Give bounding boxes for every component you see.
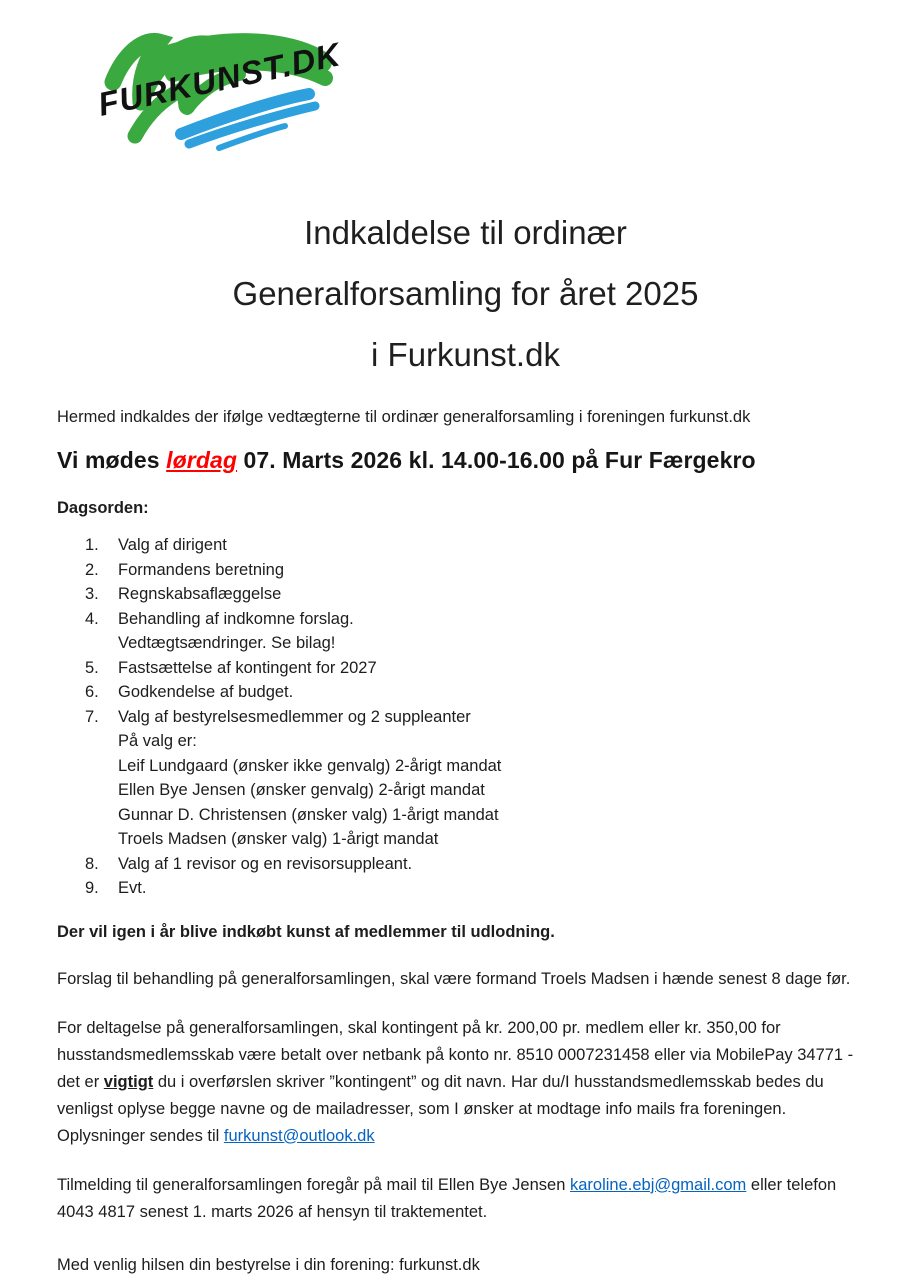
agenda-item-number: 6. (85, 683, 99, 701)
agenda-item-line: Vedtægtsændringer. Se bilag! (118, 634, 336, 652)
agenda-item-number: 5. (85, 658, 99, 677)
agenda-item-text (118, 656, 874, 681)
title-line-3: i Furkunst.dk (371, 336, 560, 373)
agenda-item (57, 582, 874, 607)
meeting-line (57, 447, 874, 474)
registration-paragraph (57, 1172, 874, 1226)
agenda-item-number: 1. (85, 536, 99, 554)
logo-wordmark: FURKUNST.DK (94, 35, 344, 123)
agenda-item-number: 4. (85, 609, 99, 628)
agenda-item (57, 607, 874, 656)
agenda-item-text (118, 582, 874, 607)
title-line-2: Generalforsamling for året 2025 (232, 275, 699, 312)
agenda-item-line: Leif Lundgaard (ønsker ikke genvalg) 2-årigt mandat (118, 756, 502, 775)
agenda-item-text (118, 558, 874, 583)
agenda-item-number: 9. (85, 879, 99, 897)
agenda-item-line: Troels Madsen (ønsker valg) 1-årigt mandat (118, 830, 439, 848)
agenda-item-text (118, 533, 874, 558)
agenda-item-line: Gunnar D. Christensen (ønsker valg) 1-årigt mandat (118, 805, 499, 824)
agenda-item-text (118, 680, 874, 705)
agenda-heading: Dagsorden: (57, 499, 149, 517)
agenda-item (57, 705, 874, 852)
meeting-day-highlight: lørdag (166, 447, 238, 473)
document-page (0, 16, 918, 1277)
agenda-item (57, 680, 874, 705)
agenda-item (57, 533, 874, 558)
agenda-item-text (118, 876, 874, 901)
furkunst-logo-graphic (94, 16, 367, 152)
agenda-item-number: 8. (85, 854, 99, 873)
registration-text-2: eller telefon 4043 4817 senest 1. marts 2026 af hensyn til traktementet. (57, 1175, 837, 1221)
agenda-item-line: Ellen Bye Jensen (ønsker genvalg) 2-årigt mandat (118, 781, 485, 799)
meeting-suffix: 07. Marts 2026 kl. 14.00-16.00 på Fur Færgekro (237, 447, 756, 473)
agenda-item (57, 852, 874, 877)
agenda-item-line: Godkendelse af budget. (118, 683, 294, 701)
agenda-item (57, 876, 874, 901)
furkunst-logo (94, 16, 367, 152)
agenda-item-line: Valg af dirigent (118, 536, 227, 554)
agenda-item-line: Formandens beretning (118, 560, 285, 579)
title-line-1: Indkaldelse til ordinær (304, 214, 627, 251)
agenda-item-number: 2. (85, 560, 99, 579)
agenda-item-line: Fastsættelse af kontingent for 2027 (118, 658, 377, 677)
art-purchase-notice: Der vil igen i år blive indkøbt kunst af medlemmer til udlodning. (57, 922, 555, 941)
agenda-item-text (118, 852, 874, 877)
signoff-line: Med venlig hilsen din bestyrelse i din forening: furkunst.dk (57, 1255, 480, 1274)
agenda-item-line: Behandling af indkomne forslag. (118, 609, 354, 628)
payment-paragraph (57, 1015, 874, 1150)
agenda-item-text (118, 705, 874, 852)
agenda-item-line: Evt. (118, 879, 147, 897)
agenda-item-line: Regnskabsaflæggelse (118, 585, 282, 603)
intro-paragraph: Hermed indkaldes der ifølge vedtægterne til ordinær generalforsamling i foreningen furkunst.dk (57, 408, 751, 426)
karoline-email-link[interactable]: karoline.ebj@gmail.com (569, 1175, 747, 1194)
agenda-item-text (118, 607, 874, 656)
payment-text-2: du i overførslen skriver ”kontingent” og dit navn. Har du/I husstandsmedlemsskab bedes du venligst oplyse begge navne og de mailadresser, som I ønsker at modtage info mails fra foreningen. Oplysninger sendes til (57, 1072, 824, 1145)
agenda-item-line: På valg er: (118, 732, 197, 750)
document-title (57, 202, 874, 385)
agenda-item-line: Valg af 1 revisor og en revisorsuppleant. (118, 854, 413, 873)
furkunst-email-link[interactable]: furkunst@outlook.dk (223, 1126, 375, 1145)
agenda-item-number: 7. (85, 707, 99, 726)
meeting-prefix: Vi mødes (57, 447, 167, 473)
payment-text-1: For deltagelse på generalforsamlingen, skal kontingent på kr. 200,00 pr. medlem eller kr. 350,00 for husstandsmedlemsskab være betalt over netbank på konto nr. 8510 0007231458 eller via MobilePay 34771 - det er (57, 1018, 854, 1091)
agenda-list (57, 533, 874, 901)
agenda-item-number: 3. (85, 585, 99, 603)
agenda-item-line: Valg af bestyrelsesmedlemmer og 2 suppleanter (118, 707, 471, 726)
proposal-deadline-paragraph: Forslag til behandling på generalforsamlingen, skal være formand Troels Madsen i hænde senest 8 dage før. (57, 969, 851, 988)
agenda-item (57, 558, 874, 583)
payment-important-word: vigtigt (103, 1072, 154, 1091)
agenda-item (57, 656, 874, 681)
registration-text-1: Tilmelding til generalforsamlingen foregår på mail til Ellen Bye Jensen (57, 1175, 570, 1194)
